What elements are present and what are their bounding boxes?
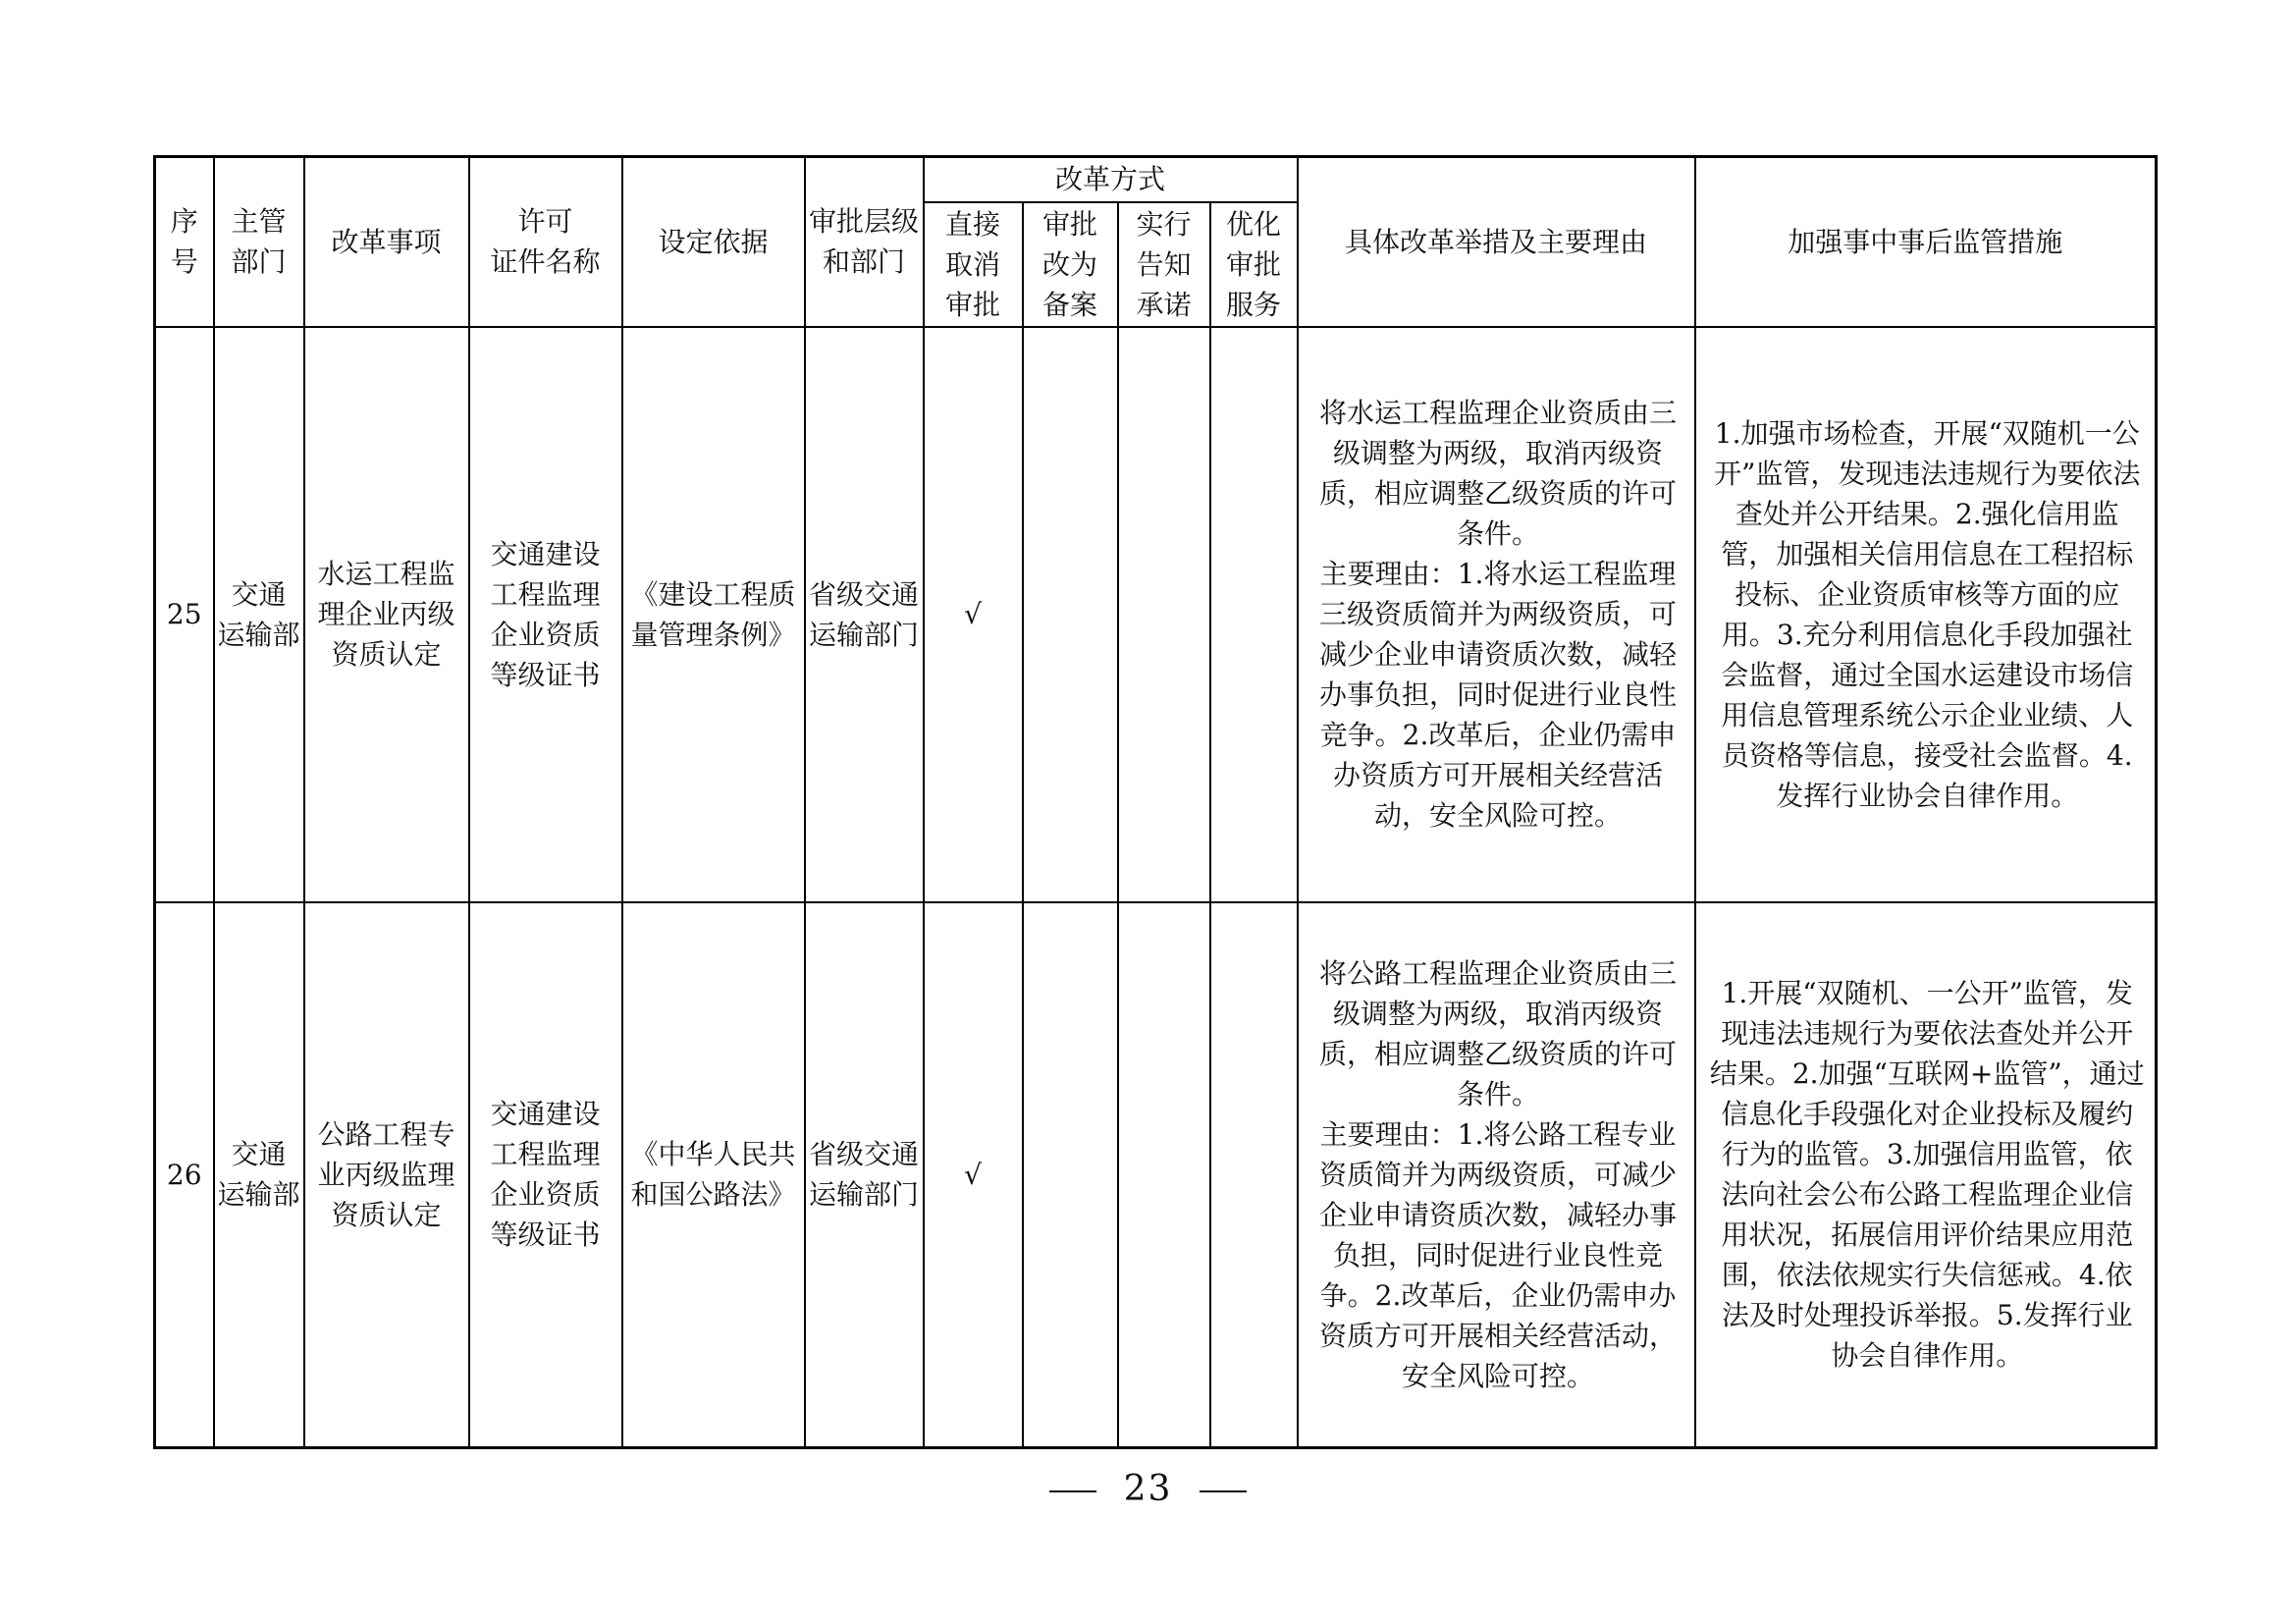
header-item: 改革事项 [304, 157, 469, 327]
row-measures: 将公路工程监理企业资质由三级调整为两级，取消丙级资质，相应调整乙级资质的许可条件。 主要理由：1.将公路工程专业资质简并为两级资质，可减少企业申请资质次数，减轻办事负担，同时促进行业良性竞争。2.改革后，企业仍需申办资质方可开展相关经营活动，安全风险可控。 [1298, 902, 1695, 1448]
row-method-optimize [1210, 327, 1298, 902]
row-basis: 《中华人民共 和国公路法》 [622, 902, 805, 1448]
header-method-filing: 审批 改为 备案 [1023, 202, 1118, 327]
header-method-optimize: 优化 审批 服务 [1210, 202, 1298, 327]
row-dept: 交通 运输部 [214, 327, 304, 902]
row-method-filing [1023, 327, 1118, 902]
row-supervision: 1.加强市场检查，开展“双随机一公开”监管，发现违法违规行为要依法查处并公开结果。2.强化信用监管，加强相关信用信息在工程招标投标、企业资质审核等方面的应用。3.充分利用信息化手段加强社会监督，通过全国水运建设市场信用信息管理系统公示企业业绩、人员资格等信息，接受社会监督。4.发挥行业协会自律作用。 [1695, 327, 2157, 902]
row-method-cancel-check: √ [924, 327, 1023, 902]
header-license: 许可 证件名称 [469, 157, 622, 327]
header-supervision: 加强事中事后监管措施 [1695, 157, 2157, 327]
header-basis: 设定依据 [622, 157, 805, 327]
reform-table [153, 155, 2158, 1449]
page-number: 23 [1123, 1469, 1173, 1509]
header-dept: 主管 部门 [214, 157, 304, 327]
footer-dash-left [1049, 1490, 1096, 1492]
row-method-cancel-check: √ [924, 902, 1023, 1448]
row-dept: 交通 运输部 [214, 902, 304, 1448]
row-measures: 将水运工程监理企业资质由三级调整为两级，取消丙级资质，相应调整乙级资质的许可条件。 主要理由：1.将水运工程监理三级资质简并为两级资质，可减少企业申请资质次数，减轻办事负担，同时促进行业良性竞争。2.改革后，企业仍需申办资质方可开展相关经营活动，安全风险可控。 [1298, 327, 1695, 902]
header-method-notify: 实行 告知 承诺 [1118, 202, 1210, 327]
footer-dash-right [1200, 1490, 1247, 1492]
row-item: 公路工程专 业丙级监理 资质认定 [304, 902, 469, 1448]
row-seq: 25 [155, 327, 214, 902]
row-method-filing [1023, 902, 1118, 1448]
row-method-optimize [1210, 902, 1298, 1448]
row-item: 水运工程监 理企业丙级 资质认定 [304, 327, 469, 902]
header-seq: 序 号 [155, 157, 214, 327]
header-measures: 具体改革举措及主要理由 [1298, 157, 1695, 327]
header-row-1 [155, 157, 2157, 202]
header-method-cancel: 直接 取消 审批 [924, 202, 1023, 327]
row-basis: 《建设工程质 量管理条例》 [622, 327, 805, 902]
row-license: 交通建设 工程监理 企业资质 等级证书 [469, 327, 622, 902]
header-level: 审批层级 和部门 [805, 157, 924, 327]
header-methods-group: 改革方式 [924, 157, 1298, 202]
table-row [155, 327, 2157, 902]
row-level: 省级交通 运输部门 [805, 902, 924, 1448]
row-supervision: 1.开展“双随机、一公开”监管，发现违法违规行为要依法查处并公开结果。2.加强“互联网+监管”，通过信息化手段强化对企业投标及履约行为的监管。3.加强信用监管，依法向社会公布公路工程监理企业信用状况，拓展信用评价结果应用范围，依法依规实行失信惩戒。4.依法及时处理投诉举报。5.发挥行业协会自律作用。 [1695, 902, 2157, 1448]
row-license: 交通建设 工程监理 企业资质 等级证书 [469, 902, 622, 1448]
row-method-notify [1118, 902, 1210, 1448]
table-row [155, 902, 2157, 1448]
page-footer [0, 1469, 2296, 1509]
row-method-notify [1118, 327, 1210, 902]
row-seq: 26 [155, 902, 214, 1448]
row-level: 省级交通 运输部门 [805, 327, 924, 902]
